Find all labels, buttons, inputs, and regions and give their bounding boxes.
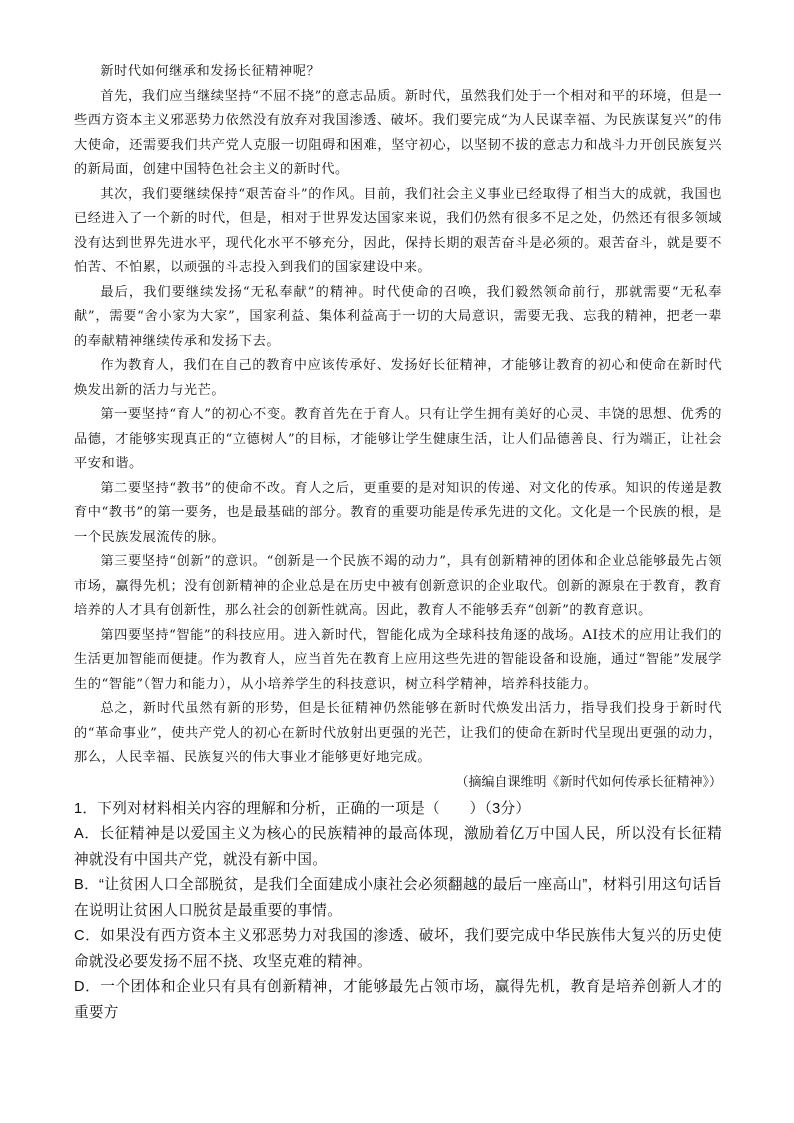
material-paragraph: 作为教育人，我们在自己的教育中应该传承好、发扬好长征精神，才能够让教育的初心和使命在新时代焕发出新的活力与光芒。: [74, 358, 722, 398]
option-a: A．长征精神是以爱国主义为核心的民族精神的最高体现，激励着亿万中国人民，所以没有长征精神就没有中国共产党，就没有新中国。: [74, 826, 722, 868]
material-paragraph: 第二要坚持“教书”的使命不改。育人之后，更重要的是对知识的传递、对文化的传承。知识的传递是教育中“教书”的第一要务，也是最基础的部分。教育的重要功能是传承先进的文化。文化是一个民族的根，是一个民族发展流传的脉。: [74, 480, 722, 545]
material-paragraph: 总之，新时代虽然有新的形势，但是长征精神仍然能够在新时代焕发出活力，指导我们投身于新时代的“革命事业”，使共产党人的初心在新时代放射出更强的光芒，让我们的使命在新时代呈现出更强的动力，那么，人民幸福、民族复兴的伟大事业才能够更好地完成。: [74, 701, 722, 765]
material-paragraph: 新时代如何继承和发扬长征精神呢？: [100, 64, 321, 79]
source-citation: （摘编自课维明《新时代如何传承长征精神》）: [455, 774, 722, 790]
material-paragraph: 最后，我们要继续发扬“无私奉献”的精神。时代使命的召唤，我们毅然领命前行，那就需要“无私奉献”，需要“舍小家为大家”，国家利益、集体利益高于一切的大局意识，需要无我、忘我的精神，把老一辈的奉献精神继续传承和发扬下去。: [74, 284, 722, 349]
option-c: C．如果没有西方资本主义邪恶势力对我国的渗透、破坏，我们要完成中华民族伟大复兴的历史使命就没必要发扬不屈不挠、攻坚克难的精神。: [74, 928, 722, 970]
option-b: B．“让贫困人口全部脱贫，是我们全面建成小康社会必须翻越的最后一座高山”，材料引用这句话旨在说明让贫困人口脱贫是最重要的事情。: [74, 877, 722, 919]
question-block: [74, 797, 722, 1027]
question-stem: 1．下列对材料相关内容的理解和分析，正确的一项是（ ）（3分）: [74, 800, 531, 817]
document-page: [74, 60, 722, 1026]
reading-material: [74, 60, 722, 771]
material-paragraph: 第一要坚持“育人”的初心不变。教育首先在于育人。只有让学生拥有美好的心灵、丰饶的思想、优秀的品德，才能够实现真正的“立德树人”的目标，才能够让学生健康生活，让人们品德善良、行为端正，让社会平安和谐。: [74, 407, 722, 471]
material-paragraph: 其次，我们要继续保持“艰苦奋斗”的作风。目前，我们社会主义事业已经取得了相当大的成就，我国也已经进入了一个新的时代，但是，相对于世界发达国家来说，我们仍然有很多不足之处，仍然还有很多领域没有达到世界先进水平，现代化水平不够充分，因此，保持长期的艰苦奋斗是必须的。艰苦奋斗，就是要不怕苦、不怕累，以顽强的斗志投入到我们的国家建设中来。: [74, 186, 722, 275]
material-paragraph: 首先，我们应当继续坚持“不屈不挠”的意志品质。新时代，虽然我们处于一个相对和平的环境，但是一些西方资本主义邪恶势力依然没有放弃对我国渗透、破坏。我们要完成“为人民谋幸福、为民族谋复兴”的伟大使命，还需要我们共产党人克服一切阻碍和困难，坚守初心，以坚韧不拔的意志力和战斗力开创民族复兴的新局面，创建中国特色社会主义的新时代。: [74, 88, 722, 177]
material-paragraph: 第三要坚持“创新”的意识。“创新是一个民族不竭的动力”，具有创新精神的团体和企业总能够最先占领市场，赢得先机；没有创新精神的企业总是在历史中被有创新意识的企业取代。创新的源泉在于教育，教育培养的人才具有创新性，那么社会的创新性就高。因此，教育人不能够丢弃“创新”的教育意识。: [74, 554, 722, 618]
option-d: D．一个团体和企业只有具有创新精神，才能够最先占领市场，赢得先机，教育是培养创新人才的重要方: [74, 979, 722, 1021]
material-paragraph: 第四要坚持“智能”的科技应用。进入新时代，智能化成为全球科技角逐的战场。AI技术的应用让我们的生活更加智能而便捷。作为教育人，应当首先在教育上应用这些先进的智能设备和设施，通过“智能”发展学生的“智能”（智力和能力），从小培养学生的科技意识，树立科学精神，培养科技能力。: [74, 627, 722, 692]
